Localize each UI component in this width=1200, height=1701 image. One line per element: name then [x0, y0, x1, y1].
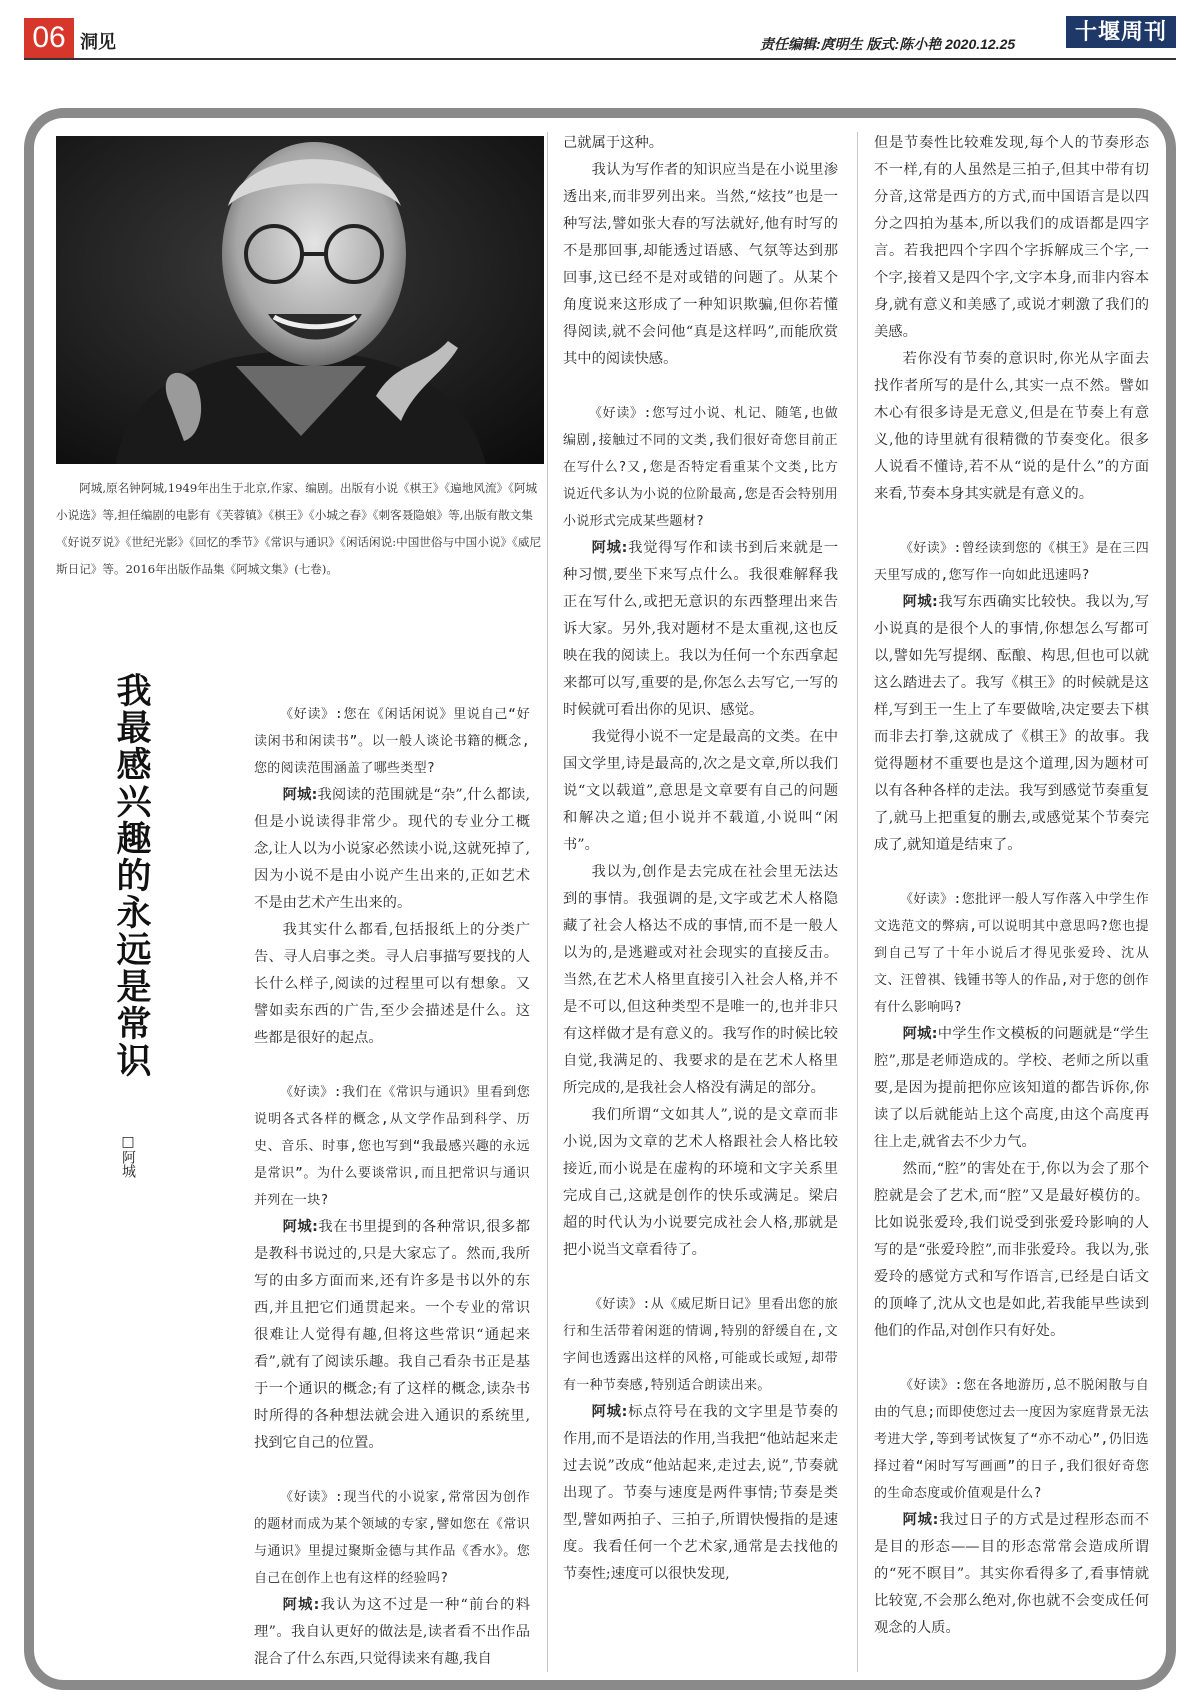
- paragraph-text: 我觉得小说不一定是最高的文类。在中国文学里,诗是最高的,次之是文章,所以我们说“文以载道”,意思是文章要有自己的问题和解决之道;但小说并不载道,小说叫“闲书”。: [563, 729, 838, 853]
- paragraph-text: 我写东西确实比较快。我以为,写小说真的是很个人的事情,你想怎么写都可以,譬如先写提纲、酝酿、构思,但也可以就这么踏进去了。我写《棋王》的时候就是这样,写到王一生上了车要做啥,决定要去下棋而非去打拳,这就成了《棋王》的故事。我觉得题材不重要也是这个道理,因为题材可以有各种各样的走法。我写到感觉节奏重复了,就马上把重复的删去,或感觉某个节奏完成了,就知道是结束了。: [874, 594, 1149, 853]
- article-column-3: [874, 130, 1149, 1675]
- paragraph-text: 然而,“腔”的害处在于,你以为会了那个腔就是会了艺术,而“腔”又是最好模仿的。比如说张爱玲,我们说受到张爱玲影响的人写的是“张爱玲腔”,而非张爱玲。我以为,张爱玲的感觉方式和写作语言,已经是白话文的顶峰了,沈从文也是如此,若我能早些读到他们的作品,对创作只有好处。: [874, 1161, 1149, 1339]
- answer-paragraph: [563, 1399, 838, 1588]
- speaker-label: 阿城:: [282, 1219, 318, 1235]
- article-column-1: [254, 674, 530, 1674]
- paragraph-text: 我认为写作者的知识应当是在小说里渗透出来,而非罗列出来。当然,“炫技”也是一种写法,譬如张大春的写法就好,他有时写的不是那回事,却能透过语感、气氛等达到那回事,这已经不是对或错的问题了。从某个角度说来这形成了一种知识欺骗,但你若懂得阅读,就不会问他“真是这样吗”,而能欣赏其中的阅读快感。: [563, 162, 838, 367]
- answer-paragraph: [254, 917, 530, 1052]
- paragraph-text: 我阅读的范围就是“杂”,什么都读,但是小说读得非常少。现代的专业分工概念,让人以为小说家必然读小说,这就死掉了,因为小说不是由小说产生出来的,正如艺术不是由艺术产生出来的。: [254, 787, 530, 911]
- answer-paragraph: [563, 535, 838, 724]
- answer-paragraph: [254, 1592, 530, 1673]
- page-header: [0, 0, 1200, 70]
- paragraph-text: 我以为,创作是去完成在社会里无法达到的事情。我强调的是,文字或艺术人格隐藏了社会人格达不成的事情,而不是一般人以为的,是逃避或对社会现实的直接反击。当然,在艺术人格里直接引入社会人格,并不是不可以,但这种类型不是唯一的,也并非只有这样做才是有意义的。我写作的时候比较自觉,我满足的、我要求的是在艺术人格里所完成的,是我社会人格没有满足的部分。: [563, 864, 838, 1096]
- answer-paragraph: [874, 1021, 1149, 1156]
- speaker-label: 阿城:: [902, 1512, 939, 1528]
- newspaper-logo: 十堰周刊: [1066, 16, 1176, 48]
- answer-paragraph: [563, 157, 838, 373]
- speaker-label: 阿城:: [902, 1026, 938, 1042]
- paragraph-text: 中学生作文模板的问题就是“学生腔”,那是老师造成的。学校、老师之所以重要,是因为提前把你应该知道的都告诉你,你读了以后就能站上这个高度,由这个高度再往上走,就省去不少力气。: [874, 1026, 1149, 1150]
- answer-paragraph: [874, 346, 1149, 508]
- paragraph-text: 标点符号在我的文字里是节奏的作用,而不是语法的作用,当我把“他站起来走过去说”改成“他站起来,走过去,说”,节奏就出现了。节奏与速度是两件事情;节奏是类型,譬如两拍子、三拍子,所谓快慢指的是速度。我看任何一个艺术家,通常是去找他的节奏性;速度可以很快发现,: [563, 1404, 838, 1582]
- interview-question: 《好读》:从《威尼斯日记》里看出您的旅行和生活带着闲逛的情调,特别的舒缓自在,文字间也透露出这样的风格,可能或长或短,却带有一种节奏感,特别适合朗读出来。: [563, 1297, 838, 1393]
- editor-credits: 责任编辑:庹明生 版式:陈小艳 2020.12.25: [760, 36, 1016, 52]
- speaker-label: 阿城:: [591, 540, 628, 556]
- speaker-label: 阿城:: [282, 787, 318, 803]
- speaker-label: 阿城:: [902, 594, 938, 610]
- article-title: 我最感兴趣的永远是常识: [111, 672, 151, 1079]
- interview-question: 《好读》:您在各地游历,总不脱闲散与自由的气息;而即使您过去一度因为家庭背景无法考进大学,等到考试恢复了“亦不动心”,仍旧选择过着“闲时写写画画”的日子,我们很好奇您的生命态度或价值观是什么?: [874, 1378, 1149, 1501]
- interview-question: 《好读》:曾经读到您的《棋王》是在三四天里写成的,您写作一向如此迅速吗?: [874, 541, 1149, 583]
- page-number: 06: [24, 18, 74, 58]
- continued-paragraph: 但是节奏性比较难发现,每个人的节奏形态不一样,有的人虽然是三拍子,但其中带有切分音,这常是西方的方式,而中国语言是以四分之四拍为基本,所以我们的成语都是四字言。若我把四个字四个字拆解成三个字,一个字,接着又是四个字,文字本身,而非内容本身,就有意义和美感了,或说才刺激了我们的美感。: [874, 135, 1149, 340]
- interview-question: 《好读》:您写过小说、札记、随笔,也做编剧,接触过不同的文类,我们很好奇您目前正在写什么?又,您是否特定看重某个文类,比方说近代多认为小说的位阶最高,您是否会特别用小说形式完成某些题材?: [563, 406, 838, 529]
- paragraph-text: 我认为这不过是一种“前台的料理”。我自认更好的做法是,读者看不出作品混合了什么东西,只觉得读来有趣,我自: [254, 1597, 530, 1667]
- interview-question: 《好读》:您批评一般人写作落入中学生作文选范文的弊病,可以说明其中意思吗?您也提到自己写了十年小说后才得见张爱玲、沈从文、汪曾祺、钱锺书等人的作品,对于您的创作有什么影响吗?: [874, 892, 1149, 1015]
- answer-paragraph: [874, 1156, 1149, 1345]
- paragraph-text: 我在书里提到的各种常识,很多都是教科书说过的,只是大家忘了。然而,我所写的由多方面而来,还有许多是书以外的东西,并且把它们通贯起来。一个专业的常识很难让人觉得有趣,但将这些常识“通起来看”,就有了阅读乐趣。我自己看杂书正是基于一个通识的概念;有了这样的概念,读杂书时所得的各种想法就会进入通识的系统里,找到它自己的位置。: [254, 1219, 530, 1451]
- byline: □阿城: [120, 1134, 136, 1178]
- answer-paragraph: [563, 859, 838, 1102]
- author-photo: [56, 136, 544, 464]
- interview-question: 《好读》:我们在《常识与通识》里看到您说明各式各样的概念,从文学作品到科学、历史、音乐、时事,您也写到“我最感兴趣的永远是常识”。为什么要谈常识,而且把常识与通识并列在一块?: [254, 1085, 530, 1208]
- paragraph-text: 我过日子的方式是过程形态而不是目的形态——目的形态常常会造成所谓的“死不瞑目”。其实你看得多了,看事情就比较宽,不会那么绝对,你也就不会变成任何观念的人质。: [874, 1512, 1149, 1636]
- paragraph-text: 我觉得写作和读书到后来就是一种习惯,要坐下来写点什么。我很难解释我正在写什么,或把无意识的东西整理出来告诉大家。另外,我对题材不是太重视,这也反映在我的阅读上。我以为任何一个东西拿起来都可以写,重要的是,你怎么去写它,一写的时候就可看出你的见识、感觉。: [563, 540, 838, 718]
- header-rule: [24, 58, 1176, 60]
- interview-question: 《好读》:您在《闲话闲说》里说自己“好读闲书和闲读书”。以一般人谈论书籍的概念,您的阅读范围涵盖了哪些类型?: [254, 707, 530, 776]
- article-column-2: [563, 130, 838, 1675]
- column-divider: [547, 132, 548, 1672]
- answer-paragraph: [254, 1214, 530, 1457]
- answer-paragraph: [874, 1507, 1149, 1642]
- portrait-image: [56, 136, 544, 464]
- answer-paragraph: [563, 1102, 838, 1264]
- interview-question: 《好读》:现当代的小说家,常常因为创作的题材而成为某个领域的专家,譬如您在《常识与通识》里提过聚斯金德与其作品《香水》。您自己在创作上也有这样的经验吗?: [254, 1490, 530, 1586]
- answer-paragraph: [563, 724, 838, 859]
- column-divider: [857, 132, 858, 1672]
- photo-caption: 阿城,原名钟阿城,1949年出生于北京,作家、编剧。出版有小说《棋王》《遍地风流》《阿城小说选》等,担任编剧的电影有《芙蓉镇》《棋王》《小城之春》《刺客聂隐娘》等,出版有散文集《好说歹说》《世纪光影》《回忆的季节》《常识与通识》《闲话闲说:中国世俗与中国小说》《威尼斯日记》等。2016年出版作品集《阿城文集》(七卷)。: [56, 481, 542, 576]
- paragraph-text: 我其实什么都看,包括报纸上的分类广告、寻人启事之类。寻人启事描写要找的人长什么样子,阅读的过程里可以有想象。又譬如卖东西的广告,至少会描述是什么。这些都是很好的起点。: [254, 922, 530, 1046]
- paragraph-text: 若你没有节奏的意识时,你光从字面去找作者所写的是什么,其实一点不然。譬如木心有很多诗是无意义,但是在节奏上有意义,他的诗里就有很精微的节奏变化。很多人说看不懂诗,若不从“说的是什么”的方面来看,节奏本身其实就是有意义的。: [874, 351, 1149, 502]
- answer-paragraph: [874, 589, 1149, 859]
- section-name: 洞见: [80, 32, 116, 53]
- speaker-label: 阿城:: [282, 1597, 320, 1613]
- answer-paragraph: [254, 782, 530, 917]
- continued-paragraph: 己就属于这种。: [563, 135, 664, 151]
- paragraph-text: 我们所谓“文如其人”,说的是文章而非小说,因为文章的艺术人格跟社会人格比较接近,而小说是在虚构的环境和文字关系里完成自己,这就是创作的快乐或满足。梁启超的时代认为小说要完成社会人格,那就是把小说当文章看待了。: [563, 1107, 838, 1258]
- speaker-label: 阿城:: [591, 1404, 628, 1420]
